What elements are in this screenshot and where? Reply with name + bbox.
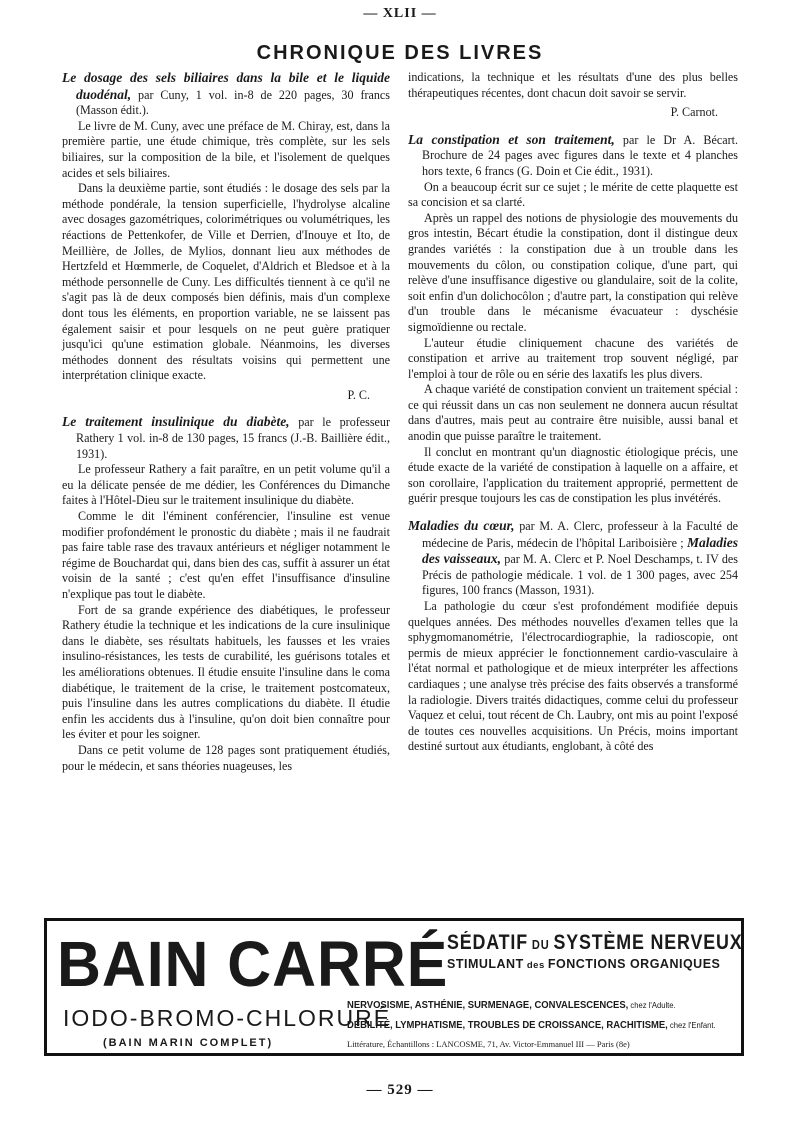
paragraph: Dans la deuxième partie, sont étudiés : le dosage des sels par la méthode pondérale, la tension superficielle, l'hydrolyse alcaline avec dosages gazométriques, colorimétriques ou volumétriques, les réactions de Pettenkofer, de Ville et Derrien, d'Inouye et Ito, de Meillière, de Jolles, de Mylios, donnant lieu aux méthodes de Hertzfeld et Hœmmerle, de Coquelet, d'Aldrich et Bledsoe et à la méthode personnelle de Cuny. Les difficultés tiennent à ce qu'il ne s'agit pas là de deux composés bien définis, mais d'un complexe dont tous les éléments, en proportion variable, ne se laissent pas également saisir et pour lesquels on ne peut guère pratiquer jusqu'ici qu'une estimation globale. Néanmoins, les diverses méthodes donnent des résultats voisins qui permettent une interprétation clinique exacte.	[62, 181, 390, 383]
review-title-2: Maladies des vaisseaux,	[422, 534, 738, 567]
section-heading: CHRONIQUE DES LIVRES	[256, 42, 544, 64]
review-bile-salts	[62, 70, 390, 403]
review-insulin-diabetes	[62, 414, 390, 774]
page-number-top: — XLII —	[363, 6, 437, 21]
ad-indications-adult: NERVOSISME, ASTHÉNIE, SURMENAGE, CONVALESCENCES, chez l'Adulte.	[347, 999, 676, 1011]
ad-brand: BAIN CARRÉ	[57, 928, 449, 1000]
signature: P. C.	[347, 387, 370, 402]
ad-taglines	[447, 931, 743, 971]
ad-indications-child: DÉBILITÉ, LYMPHATISME, TROUBLES DE CROISSANCE, RACHITISME, chez l'Enfant.	[347, 1019, 716, 1031]
paragraph: Après un rappel des notions de physiologie des mouvements du gros intestin, Bécart étudie la constipation, dont il distingue deux grandes variétés : la constipation due à un trouble dans les mouvements du côlon, ou constipation colique, d'une part, qui relève d'une insuffisance digestive ou glandulaire, soit de la colite, soit enfin d'un dolichocôlon ; d'autre part, la constipation qui relève d'un trouble dans le mécanisme évacuateur : dyschésie sigmoïdienne ou rectale.	[408, 210, 738, 334]
ad-subtitle: IODO-BROMO-CHLORURÉ	[63, 1005, 392, 1031]
review-title: Maladies du cœur,	[408, 518, 515, 534]
review-meta: par M. A. Clerc, professeur à la Faculté de médecine de Paris, médecin de l'hôpital Lariboisière ;	[422, 519, 738, 550]
review-meta: par Cuny, 1 vol. in-8 de 220 pages, 30 francs (Masson édit.).	[76, 87, 390, 118]
review-meta: par le professeur Rathery 1 vol. in-8 de 130 pages, 15 francs (J.-B. Baillière édit., 1931).	[76, 415, 390, 461]
paragraph: Fort de sa grande expérience des diabétiques, le professeur Rathery étudie la technique et les indications de la cure insulinique dans le diabète, ses résultats habituels, les fausses et les vraies insulino-résistances, les tests de curabilité, les guérisons totales et les améliorations obtenues. Il étudie ensuite l'insuline dans le coma diabétique, le traitement de la crise, le traitement postcomateux, puis l'insuline dans les autres complications du diabète. Il étudie enfin les accidents dus à l'insuline, qu'on doit bien connaître pour les éviter et pour les soigner.	[62, 602, 390, 742]
review-title: Le dosage des sels biliaires dans la bile et le liquide duodénal,	[62, 70, 390, 102]
review-continuation	[408, 70, 738, 121]
ad-tagline-1: SÉDATIF DU SYSTÈME NERVEUX	[447, 931, 743, 954]
paragraph: Le professeur Rathery a fait paraître, en un petit volume qu'il a eu la délicate pensée de me dédier, les Conférences du Dimanche faites à l'Hôtel-Dieu sur le traitement insulinique du diabète.	[62, 462, 390, 508]
paragraph: Comme le dit l'éminent conférencier, l'insuline est venue modifier profondément le pronostic du diabète ; mais il ne faudrait pas faire table rase des travaux antérieurs et négliger notamment le régime de Bouchardat qui, dans bien des cas, suffit à assurer un état voisin de la santé ; c'est qu'en effet l'insuffisance d'insuline n'explique pas tout le diabète.	[62, 509, 390, 601]
paragraph: Dans ce petit volume de 128 pages sont pratiquement étudiés, pour le médecin, et sans théories nuageuses, les	[62, 742, 390, 773]
review-heart-diseases	[408, 518, 738, 755]
paragraph: L'auteur étudie cliniquement chacune des variétés de constipation et arrive au traitement trop souvent négligé, par l'emploi à tour de rôle ou en série des laxatifs les plus divers.	[408, 335, 738, 381]
review-constipation	[408, 132, 738, 507]
paragraph: indications, la technique et les résultats d'une des plus belles thérapeutiques récentes, dont chacun doit savoir se servir.	[408, 70, 738, 100]
signature: P. Carnot.	[670, 105, 718, 120]
paragraph: Il conclut en montrant qu'un diagnostic étiologique précis, une étude exacte de la variété de constipation à laquelle on a affaire, et son corollaire, l'application du traitement approprié, permettent de guérir presque toujours les cas de constipation les plus invétérés.	[408, 444, 738, 506]
review-meta: par le Dr A. Bécart. Brochure de 24 pages avec figures dans le texte et 4 planches hors texte, 6 francs (G. Doin et Cie édit., 1931).	[422, 132, 739, 178]
review-title: Le traitement insulinique du diabète,	[62, 414, 290, 430]
paragraph: Le livre de M. Cuny, avec une préface de M. Chiray, est, dans la première partie, une étude chimique, très complète, sur les sels biliaires, sur la composition de la bile, et l'isolement de quelques acides et sels biliaires.	[62, 118, 390, 180]
ad-tagline-2: STIMULANT des FONCTIONS ORGANIQUES	[447, 957, 721, 971]
paragraph: On a beaucoup écrit sur ce sujet ; le mérite de cette plaquette est sa concision et sa clarté.	[408, 179, 738, 210]
paragraph: La pathologie du cœur s'est profondément modifiée depuis quelques années. Des méthodes nouvelles d'examen telles que la sphygmomanométrie, l'électrocardiographie, la radioscopie, ont permis de mieux apprécier le fonctionnement cardio-vasculaire à l'état normal et pathologique et de mieux interpréter les affections cardiaques ; une analyse très précise des faits observés a transformé la radiologie. Divers traités didactiques, comme celui du professeur Vaquez et celui, tout récent de Ch. Laubry, ont mis au point l'exposé de toutes ces nouvelles acquisitions. Un Précis, moins important destiné surtout aux étudiants, englobant, à côté des	[408, 599, 738, 754]
page-number-bottom: — 529 —	[366, 1082, 434, 1098]
ad-contact: Littérature, Échantillons : LANCOSME, 71, Av. Victor-Emmanuel III — Paris (8e)	[347, 1039, 630, 1049]
advertisement-bain-carre	[44, 918, 744, 1056]
ad-subtitle-2: (BAIN MARIN COMPLET)	[103, 1037, 274, 1049]
left-column	[62, 70, 390, 785]
review-meta: par M. A. Clerc et P. Noel Deschamps, t. IV des Précis de pathologie médicale. 1 vol. de 1 300 pages, avec 254 figures, 100 francs (Masson, 1931).	[422, 552, 738, 598]
review-title: La constipation et son traitement,	[408, 131, 615, 147]
right-column	[408, 70, 738, 766]
paragraph: A chaque variété de constipation convient un traitement spécial : ce qui réussit dans un cas non seulement ne donnera aucun résultat dans d'autres, mais peut au contraire être nuisible, aussi banal et anodin que puisse paraître le traitement.	[408, 382, 738, 444]
